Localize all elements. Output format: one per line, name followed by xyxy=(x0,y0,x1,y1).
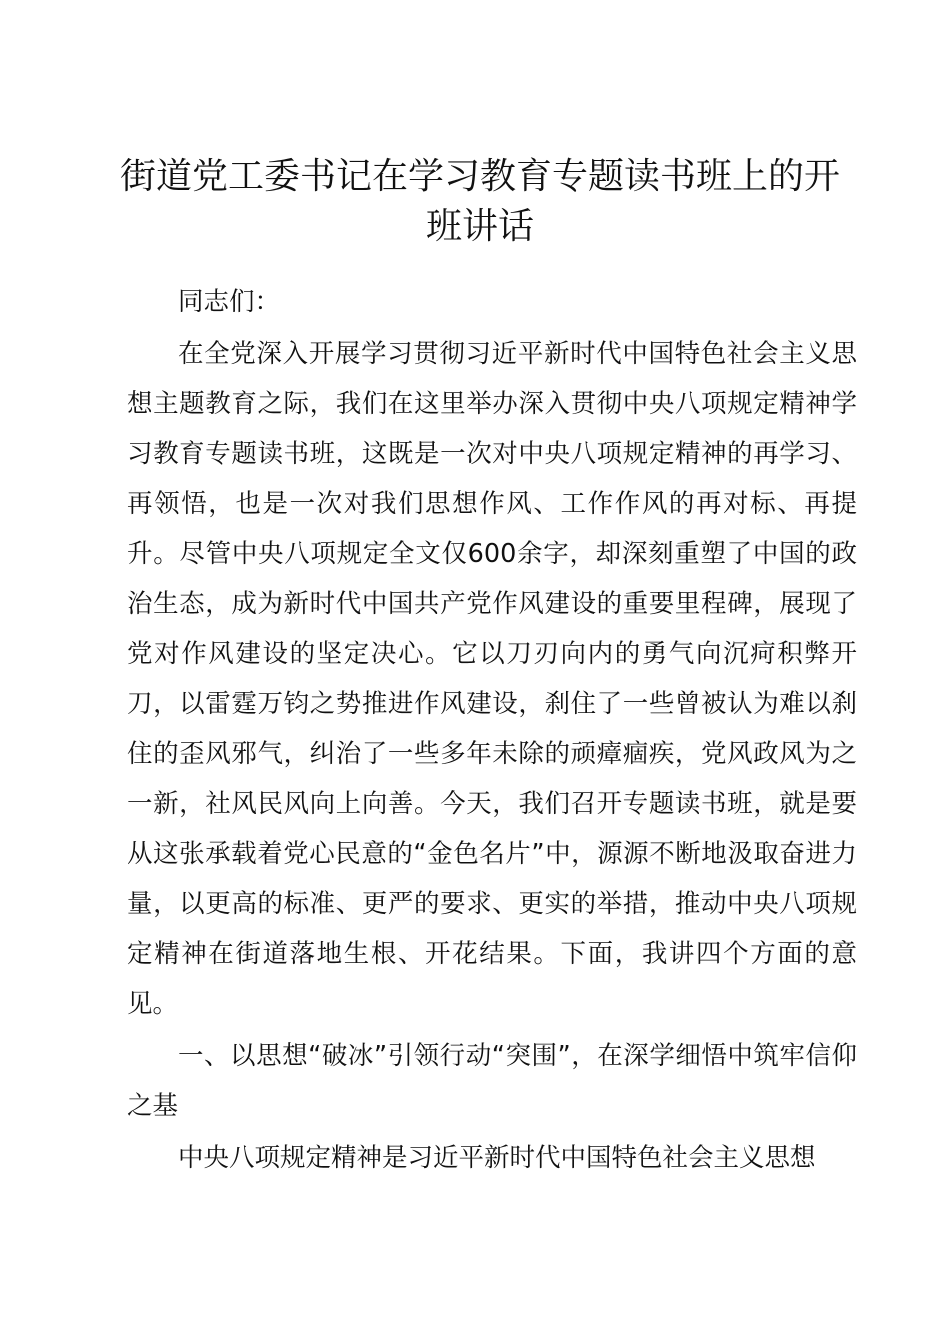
section-paragraph: 中央八项规定精神是习近平新时代中国特色社会主义思想 xyxy=(178,1143,816,1173)
section-heading: 一、以思想“破冰”引领行动“突围”，在深学细悟中筑牢信仰之基 xyxy=(127,1041,857,1121)
intro-paragraph: 在全党深入开展学习贯彻习近平新时代中国特色社会主义思想主题教育之际，我们在这里举办深入贯彻中央八项规定精神学习教育专题读书班，这既是一次对中央八项规定精神的再学习、再领悟，也是一次对我们思想作风、工作作风的再对标、再提升。尽管中央八项规定全文仅600余字，却深刻重塑了中国的政治生态，成为新时代中国共产党作风建设的重要里程碑，展现了党对作风建设的坚定决心。它以刀刃向内的勇气向沉疴积弊开刀，以雷霆万钧之势推进作风建设，刹住了一些曾被认为难以刹住的歪风邪气，纠治了一些多年未除的顽瘴痼疾，党风政风为之一新，社风民风向上向善。今天，我们召开专题读书班，就是要从这张承载着党心民意的“金色名片”中，源源不断地汲取奋进力量，以更高的标准、更严的要求、更实的举措，推动中央八项规定精神在街道落地生根、开花结果。下面，我讲四个方面的意见。 xyxy=(127,339,857,1019)
greeting: 同志们： xyxy=(178,287,281,317)
document-body xyxy=(127,277,857,1183)
document-title: 街道党工委书记在学习教育专题读书班上的开班讲话 xyxy=(119,156,840,247)
